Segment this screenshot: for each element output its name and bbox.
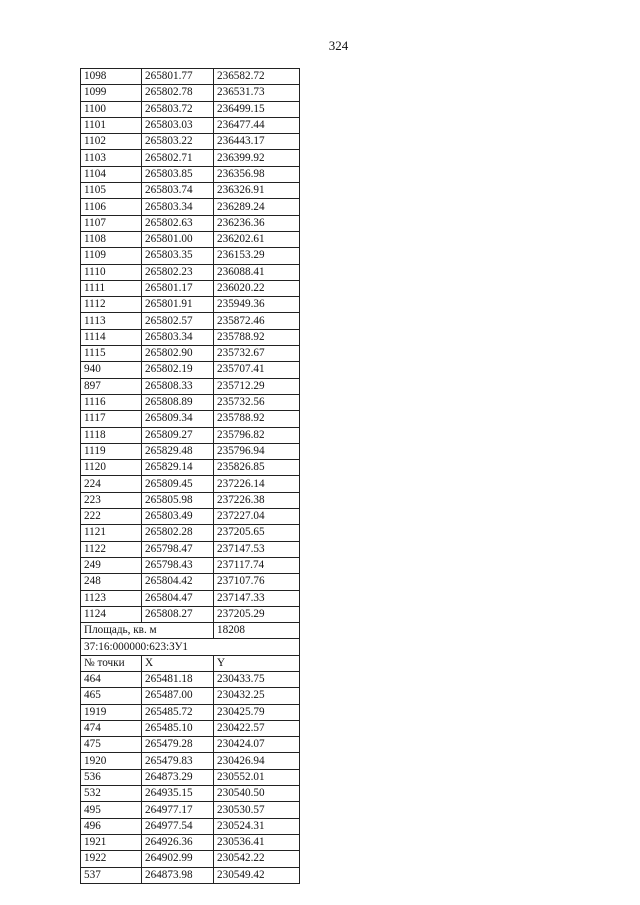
table-row <box>81 786 300 802</box>
table-row <box>81 509 300 525</box>
table-row <box>81 166 300 182</box>
y-coordinate-cell: 230424.07 <box>214 737 300 753</box>
point-number-cell: 1124 <box>81 606 142 622</box>
y-coordinate-cell: 237205.29 <box>214 606 300 622</box>
x-coordinate-cell: 265801.17 <box>142 280 214 296</box>
point-number-cell: 1120 <box>81 460 142 476</box>
y-coordinate-cell: 236443.17 <box>214 134 300 150</box>
table-row <box>81 264 300 280</box>
y-coordinate-cell: 230549.42 <box>214 867 300 883</box>
y-coordinate-cell: 235712.29 <box>214 378 300 394</box>
table-row <box>81 215 300 231</box>
point-number-cell: 1121 <box>81 525 142 541</box>
x-coordinate-cell: 265808.89 <box>142 394 214 410</box>
x-coordinate-cell: 265803.03 <box>142 117 214 133</box>
point-number-cell: 1115 <box>81 346 142 362</box>
y-coordinate-cell: 236153.29 <box>214 248 300 264</box>
x-coordinate-cell: 265802.19 <box>142 362 214 378</box>
x-coordinate-cell: 265804.47 <box>142 590 214 606</box>
y-coordinate-cell: 236326.91 <box>214 183 300 199</box>
x-coordinate-cell: 265809.45 <box>142 476 214 492</box>
y-coordinate-cell: 236356.98 <box>214 166 300 182</box>
y-coordinate-cell: 235949.36 <box>214 297 300 313</box>
x-coordinate-cell: 264873.29 <box>142 769 214 785</box>
x-coordinate-cell: 265808.33 <box>142 378 214 394</box>
point-number-cell: 537 <box>81 867 142 883</box>
y-coordinate-cell: 236202.61 <box>214 231 300 247</box>
point-number-cell: 1119 <box>81 443 142 459</box>
table-row <box>81 394 300 410</box>
table-row <box>81 867 300 883</box>
table-row <box>81 378 300 394</box>
point-number-cell: 532 <box>81 786 142 802</box>
y-coordinate-cell: 236088.41 <box>214 264 300 280</box>
table-row <box>81 329 300 345</box>
point-number-cell: 1107 <box>81 215 142 231</box>
y-coordinate-cell: 237147.33 <box>214 590 300 606</box>
point-number-cell: 940 <box>81 362 142 378</box>
point-number-cell: 1117 <box>81 411 142 427</box>
point-number-cell: 249 <box>81 557 142 573</box>
point-number-cell: 224 <box>81 476 142 492</box>
y-coordinate-cell: 230433.75 <box>214 671 300 687</box>
header-x: X <box>142 655 214 671</box>
table-row <box>81 69 300 85</box>
table-row <box>81 606 300 622</box>
y-coordinate-cell: 235788.92 <box>214 411 300 427</box>
x-coordinate-cell: 264977.17 <box>142 802 214 818</box>
y-coordinate-cell: 237227.04 <box>214 509 300 525</box>
point-number-cell: 1109 <box>81 248 142 264</box>
x-coordinate-cell: 264926.36 <box>142 834 214 850</box>
point-number-cell: 1114 <box>81 329 142 345</box>
y-coordinate-cell: 235732.56 <box>214 394 300 410</box>
x-coordinate-cell: 264902.99 <box>142 851 214 867</box>
table-row <box>81 443 300 459</box>
x-coordinate-cell: 265803.35 <box>142 248 214 264</box>
point-number-cell: 897 <box>81 378 142 394</box>
x-coordinate-cell: 265485.10 <box>142 720 214 736</box>
table-row <box>81 802 300 818</box>
table-row <box>81 720 300 736</box>
x-coordinate-cell: 265798.43 <box>142 557 214 573</box>
table-row <box>81 769 300 785</box>
y-coordinate-cell: 230542.22 <box>214 851 300 867</box>
table-row <box>81 313 300 329</box>
x-coordinate-cell: 265479.28 <box>142 737 214 753</box>
y-coordinate-cell: 237226.38 <box>214 492 300 508</box>
y-coordinate-cell: 237226.14 <box>214 476 300 492</box>
x-coordinate-cell: 265798.47 <box>142 541 214 557</box>
y-coordinate-cell: 235826.85 <box>214 460 300 476</box>
x-coordinate-cell: 265803.74 <box>142 183 214 199</box>
point-number-cell: 1116 <box>81 394 142 410</box>
y-coordinate-cell: 230530.57 <box>214 802 300 818</box>
table-row <box>81 574 300 590</box>
point-number-cell: 496 <box>81 818 142 834</box>
point-number-cell: 465 <box>81 688 142 704</box>
area-value: 18208 <box>214 623 300 639</box>
y-coordinate-cell: 236399.92 <box>214 150 300 166</box>
point-number-cell: 1111 <box>81 280 142 296</box>
table-row <box>81 346 300 362</box>
y-coordinate-cell: 236499.15 <box>214 101 300 117</box>
point-number-cell: 475 <box>81 737 142 753</box>
page-number: 324 <box>328 38 349 53</box>
point-number-cell: 1922 <box>81 851 142 867</box>
point-number-cell: 474 <box>81 720 142 736</box>
table-row <box>81 541 300 557</box>
x-coordinate-cell: 265809.27 <box>142 427 214 443</box>
x-coordinate-cell: 265481.18 <box>142 671 214 687</box>
y-coordinate-cell: 230425.79 <box>214 704 300 720</box>
x-coordinate-cell: 264873.98 <box>142 867 214 883</box>
table-row <box>81 834 300 850</box>
y-coordinate-cell: 237117.74 <box>214 557 300 573</box>
point-number-cell: 1113 <box>81 313 142 329</box>
table-row <box>81 150 300 166</box>
table-row <box>81 183 300 199</box>
x-coordinate-cell: 265803.22 <box>142 134 214 150</box>
x-coordinate-cell: 265829.48 <box>142 443 214 459</box>
point-number-cell: 536 <box>81 769 142 785</box>
area-label: Площадь, кв. м <box>81 623 214 639</box>
table-row <box>81 818 300 834</box>
header-y: Y <box>214 655 300 671</box>
area-row <box>81 623 300 639</box>
cadastral-id: 37:16:000000:623:ЗУ1 <box>81 639 300 655</box>
point-number-cell: 1104 <box>81 166 142 182</box>
table-row <box>81 525 300 541</box>
x-coordinate-cell: 265802.28 <box>142 525 214 541</box>
point-number-cell: 1100 <box>81 101 142 117</box>
y-coordinate-cell: 235796.94 <box>214 443 300 459</box>
x-coordinate-cell: 265802.71 <box>142 150 214 166</box>
table-row <box>81 460 300 476</box>
point-number-cell: 1103 <box>81 150 142 166</box>
x-coordinate-cell: 265801.00 <box>142 231 214 247</box>
y-coordinate-cell: 236531.73 <box>214 85 300 101</box>
y-coordinate-cell: 235796.82 <box>214 427 300 443</box>
point-number-cell: 1118 <box>81 427 142 443</box>
x-coordinate-cell: 265802.63 <box>142 215 214 231</box>
table-row <box>81 248 300 264</box>
x-coordinate-cell: 265802.57 <box>142 313 214 329</box>
table-row <box>81 427 300 443</box>
y-coordinate-cell: 236477.44 <box>214 117 300 133</box>
coordinates-table <box>80 68 300 884</box>
point-number-cell: 1122 <box>81 541 142 557</box>
table-row <box>81 737 300 753</box>
point-number-cell: 464 <box>81 671 142 687</box>
table-row <box>81 704 300 720</box>
table-row <box>81 688 300 704</box>
point-number-cell: 495 <box>81 802 142 818</box>
header-row <box>81 655 300 671</box>
y-coordinate-cell: 230552.01 <box>214 769 300 785</box>
table-row <box>81 557 300 573</box>
point-number-cell: 1920 <box>81 753 142 769</box>
table-row <box>81 362 300 378</box>
y-coordinate-cell: 230432.25 <box>214 688 300 704</box>
y-coordinate-cell: 235872.46 <box>214 313 300 329</box>
point-number-cell: 1098 <box>81 69 142 85</box>
point-number-cell: 222 <box>81 509 142 525</box>
table-row <box>81 101 300 117</box>
table-row <box>81 411 300 427</box>
x-coordinate-cell: 265801.91 <box>142 297 214 313</box>
x-coordinate-cell: 265479.83 <box>142 753 214 769</box>
table-row <box>81 476 300 492</box>
table-row <box>81 297 300 313</box>
x-coordinate-cell: 265829.14 <box>142 460 214 476</box>
y-coordinate-cell: 230536.41 <box>214 834 300 850</box>
point-number-cell: 1099 <box>81 85 142 101</box>
x-coordinate-cell: 265801.77 <box>142 69 214 85</box>
y-coordinate-cell: 230426.94 <box>214 753 300 769</box>
header-point: № точки <box>81 655 142 671</box>
x-coordinate-cell: 265803.34 <box>142 329 214 345</box>
table-row <box>81 280 300 296</box>
point-number-cell: 1921 <box>81 834 142 850</box>
x-coordinate-cell: 265485.72 <box>142 704 214 720</box>
table-row <box>81 851 300 867</box>
point-number-cell: 1106 <box>81 199 142 215</box>
point-number-cell: 1112 <box>81 297 142 313</box>
y-coordinate-cell: 230540.50 <box>214 786 300 802</box>
x-coordinate-cell: 265803.34 <box>142 199 214 215</box>
table-row <box>81 199 300 215</box>
x-coordinate-cell: 264935.15 <box>142 786 214 802</box>
point-number-cell: 1123 <box>81 590 142 606</box>
y-coordinate-cell: 237205.65 <box>214 525 300 541</box>
point-number-cell: 1105 <box>81 183 142 199</box>
x-coordinate-cell: 265802.78 <box>142 85 214 101</box>
table-row <box>81 231 300 247</box>
y-coordinate-cell: 236236.36 <box>214 215 300 231</box>
x-coordinate-cell: 265808.27 <box>142 606 214 622</box>
x-coordinate-cell: 265802.90 <box>142 346 214 362</box>
cadastral-row <box>81 639 300 655</box>
x-coordinate-cell: 264977.54 <box>142 818 214 834</box>
table-row <box>81 134 300 150</box>
x-coordinate-cell: 265803.49 <box>142 509 214 525</box>
y-coordinate-cell: 235732.67 <box>214 346 300 362</box>
y-coordinate-cell: 237147.53 <box>214 541 300 557</box>
x-coordinate-cell: 265802.23 <box>142 264 214 280</box>
point-number-cell: 248 <box>81 574 142 590</box>
table-row <box>81 117 300 133</box>
y-coordinate-cell: 235707.41 <box>214 362 300 378</box>
coordinates-table-body-top <box>81 69 300 623</box>
y-coordinate-cell: 230422.57 <box>214 720 300 736</box>
y-coordinate-cell: 237107.76 <box>214 574 300 590</box>
x-coordinate-cell: 265487.00 <box>142 688 214 704</box>
x-coordinate-cell: 265803.85 <box>142 166 214 182</box>
y-coordinate-cell: 236289.24 <box>214 199 300 215</box>
table-row <box>81 753 300 769</box>
x-coordinate-cell: 265804.42 <box>142 574 214 590</box>
y-coordinate-cell: 230524.31 <box>214 818 300 834</box>
table-row <box>81 590 300 606</box>
point-number-cell: 1108 <box>81 231 142 247</box>
point-number-cell: 1919 <box>81 704 142 720</box>
area-section <box>81 623 300 672</box>
table-row <box>81 85 300 101</box>
point-number-cell: 1101 <box>81 117 142 133</box>
point-number-cell: 1110 <box>81 264 142 280</box>
point-number-cell: 223 <box>81 492 142 508</box>
y-coordinate-cell: 235788.92 <box>214 329 300 345</box>
point-number-cell: 1102 <box>81 134 142 150</box>
y-coordinate-cell: 236582.72 <box>214 69 300 85</box>
table-row <box>81 671 300 687</box>
x-coordinate-cell: 265805.98 <box>142 492 214 508</box>
coordinates-table-body-bottom <box>81 671 300 883</box>
table-row <box>81 492 300 508</box>
x-coordinate-cell: 265809.34 <box>142 411 214 427</box>
x-coordinate-cell: 265803.72 <box>142 101 214 117</box>
y-coordinate-cell: 236020.22 <box>214 280 300 296</box>
